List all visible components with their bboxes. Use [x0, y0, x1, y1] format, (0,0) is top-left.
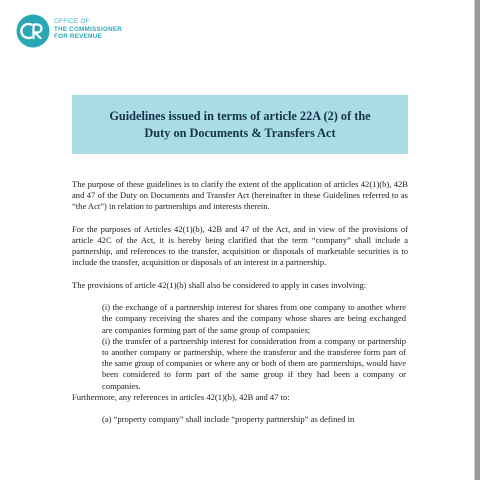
document-body — [72, 179, 408, 425]
logo-text — [54, 18, 122, 41]
paragraph-furthermore: Furthermore, any references in articles 42(1)(b), 42B and 47 to: — [72, 391, 290, 402]
logo-line-1: OFFICE OF — [54, 18, 90, 25]
list-item-exchange: (i) the exchange of a partnership interest for shares from one company to another where the company receiving the shares and the company whose shares are being exchanged are companies forming part of the same group of companies; — [102, 302, 406, 335]
cfr-logo-icon — [16, 14, 50, 48]
list-item-property-company: (a) “property company” shall include “property partnership” as defined in — [102, 414, 355, 425]
paragraph-purpose: The purpose of these guidelines is to clarify the extent of the application of articles 42(1)(b), 42B and 47 of the Duty on Documents and Transfer Act (hereinafter in these Guidelines referred to as “the Act”) in relation to partnerships and interests therein. — [72, 179, 408, 212]
paragraph-definitions: For the purposes of Articles 42(1)(b), 42B and 47 of the Act, and in view of the provisions of article 42C of the Act, it is hereby being clarified that the term “company” shall include a partnership, and references to the transfer, acquisition or disposals of marketable securities is to include the transfer, acquisition or disposals of an interest in a partnership. — [72, 223, 408, 268]
cfr-logo — [16, 14, 186, 50]
logo-line-3: FOR REVENUE — [54, 33, 102, 41]
list-item-transfer: (i) the transfer of a partnership interest for consideration from a company or partnership to another company or partnership, where the transferor and the transferee form part of the same group of companies or where any or both of them are partnerships, would have been considered to form part of the same group if they had been a company or companies. — [102, 335, 406, 391]
paragraph-provisions: The provisions of article 42(1)(b) shall also be considered to apply in cases involving: — [72, 279, 367, 290]
title-line-2: Duty on Documents & Transfers Act — [144, 125, 336, 140]
page-scroll-edge — [475, 0, 480, 480]
title-line-1: Guidelines issued in terms of article 22A (2) of the — [109, 108, 371, 123]
logo-line-2: THE COMMISSIONER — [54, 25, 123, 33]
title-banner — [72, 95, 408, 154]
